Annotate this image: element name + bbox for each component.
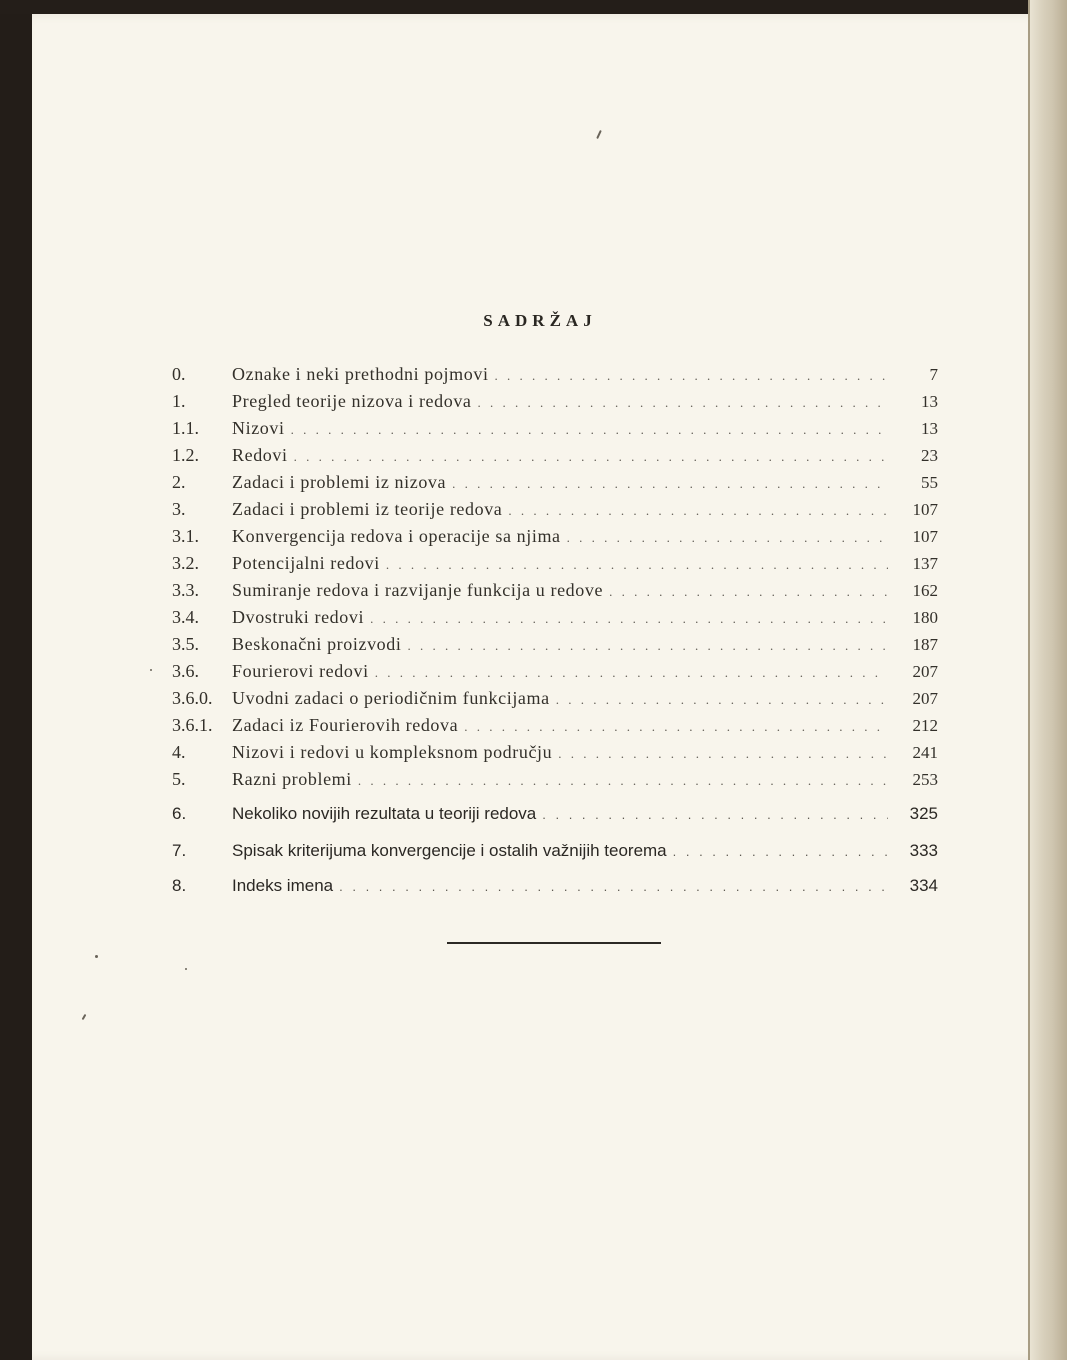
entry-page: 241 bbox=[912, 743, 938, 762]
leader-dots bbox=[370, 611, 888, 627]
toc-entry bbox=[172, 445, 938, 469]
toc-entry bbox=[172, 688, 938, 712]
leader-dots bbox=[609, 584, 888, 600]
entry-title: Fourierovi redovi bbox=[232, 661, 369, 681]
entry-number: 3.4. bbox=[172, 607, 199, 627]
entry-page: 187 bbox=[912, 635, 938, 654]
entry-number: 3.3. bbox=[172, 580, 199, 600]
toc-heading: SADRŽAJ bbox=[483, 311, 597, 330]
entry-page: 180 bbox=[912, 608, 938, 627]
leader-dots bbox=[478, 395, 888, 411]
toc-entry bbox=[172, 607, 938, 631]
leader-dots bbox=[339, 879, 888, 894]
toc-entry bbox=[172, 580, 938, 604]
leader-dots bbox=[508, 503, 888, 519]
entry-title: Indeks imena bbox=[232, 876, 334, 895]
toc-entry bbox=[172, 418, 938, 442]
entry-number: 3.1. bbox=[172, 526, 199, 546]
entry-page: 162 bbox=[912, 581, 938, 600]
entry-page: 55 bbox=[921, 473, 938, 492]
entry-title: Zadaci i problemi iz teorije redova bbox=[232, 499, 503, 519]
toc-entry bbox=[172, 526, 938, 550]
toc-entry bbox=[172, 876, 938, 900]
entry-number: 3.5. bbox=[172, 634, 199, 654]
paper-speck bbox=[95, 955, 98, 958]
entry-number: 2. bbox=[172, 472, 186, 492]
entry-title: Spisak kriterijuma konvergencije i ostalih važnijih teorema bbox=[232, 841, 667, 860]
leader-dots bbox=[358, 773, 888, 789]
entry-number: 8. bbox=[172, 876, 187, 895]
entry-title: Sumiranje redova i razvijanje funkcija u redove bbox=[232, 580, 604, 600]
toc-entry bbox=[172, 634, 938, 658]
leader-dots bbox=[495, 368, 888, 384]
leader-dots bbox=[464, 719, 888, 735]
entry-page: 333 bbox=[909, 841, 938, 860]
entry-title: Redovi bbox=[232, 445, 288, 465]
entry-page: 334 bbox=[909, 876, 938, 895]
leader-dots bbox=[407, 638, 888, 654]
entry-number: 0. bbox=[172, 364, 186, 384]
entry-page: 207 bbox=[912, 689, 938, 708]
entry-page: 212 bbox=[912, 716, 938, 735]
closing-rule bbox=[447, 942, 661, 944]
entry-page: 13 bbox=[921, 392, 938, 411]
entry-page: 7 bbox=[929, 365, 938, 384]
entry-page: 207 bbox=[912, 662, 938, 681]
entry-number: 1.2. bbox=[172, 445, 199, 465]
toc-entry bbox=[172, 391, 938, 415]
paper-speck bbox=[185, 968, 187, 970]
entry-title: Dvostruki redovi bbox=[232, 607, 365, 627]
entry-page: 107 bbox=[912, 500, 938, 519]
leader-dots bbox=[291, 422, 888, 438]
toc-entry bbox=[172, 661, 938, 685]
entry-title: Zadaci iz Fourierovih redova bbox=[232, 715, 459, 735]
entry-title: Uvodni zadaci o periodičnim funkcijama bbox=[232, 688, 550, 708]
entry-page: 13 bbox=[921, 419, 938, 438]
leader-dots bbox=[375, 665, 888, 681]
leader-dots bbox=[452, 476, 888, 492]
toc-entry bbox=[172, 364, 938, 388]
leader-dots bbox=[673, 844, 888, 859]
entry-number: 5. bbox=[172, 769, 186, 789]
entry-title: Oznake i neki prethodni pojmovi bbox=[232, 364, 489, 384]
leader-dots bbox=[558, 746, 888, 762]
entry-title: Potencijalni redovi bbox=[232, 553, 380, 573]
toc-entry bbox=[172, 499, 938, 523]
entry-number: 1. bbox=[172, 391, 186, 411]
entry-title: Nekoliko novijih rezultata u teoriji redova bbox=[232, 804, 537, 823]
entry-page: 325 bbox=[909, 804, 938, 823]
toc-entry bbox=[172, 804, 938, 828]
toc-entry bbox=[172, 742, 938, 766]
entry-number: 3.6. bbox=[172, 661, 199, 681]
toc-entry bbox=[172, 841, 938, 865]
entry-page: 23 bbox=[921, 446, 938, 465]
entry-number: 4. bbox=[172, 742, 186, 762]
entry-number: 3.6.0. bbox=[172, 688, 213, 708]
entry-title: Beskonačni proizvodi bbox=[232, 634, 402, 654]
leader-dots bbox=[294, 449, 888, 465]
entry-number: 6. bbox=[172, 804, 187, 823]
paper-speck bbox=[150, 669, 152, 671]
entry-title: Razni problemi bbox=[232, 769, 352, 789]
toc-entry bbox=[172, 472, 938, 496]
entry-page: 137 bbox=[912, 554, 938, 573]
entry-title: Nizovi i redovi u kompleksnom području bbox=[232, 742, 553, 762]
leader-dots bbox=[556, 692, 888, 708]
entry-number: 1.1. bbox=[172, 418, 199, 438]
entry-number: 3.6.1. bbox=[172, 715, 213, 735]
entry-title: Konvergencija redova i operacije sa njima bbox=[232, 526, 561, 546]
entry-number: 7. bbox=[172, 841, 187, 860]
leader-dots bbox=[567, 530, 888, 546]
leader-dots bbox=[386, 557, 888, 573]
entry-title: Zadaci i problemi iz nizova bbox=[232, 472, 447, 492]
toc-entry bbox=[172, 769, 938, 793]
entry-page: 253 bbox=[912, 770, 938, 789]
leader-dots bbox=[542, 807, 888, 822]
toc-entry bbox=[172, 715, 938, 739]
entry-number: 3.2. bbox=[172, 553, 199, 573]
entry-title: Pregled teorije nizova i redova bbox=[232, 391, 472, 411]
entry-number: 3. bbox=[172, 499, 186, 519]
entry-title: Nizovi bbox=[232, 418, 285, 438]
entry-page: 107 bbox=[912, 527, 938, 546]
toc-entry bbox=[172, 553, 938, 577]
